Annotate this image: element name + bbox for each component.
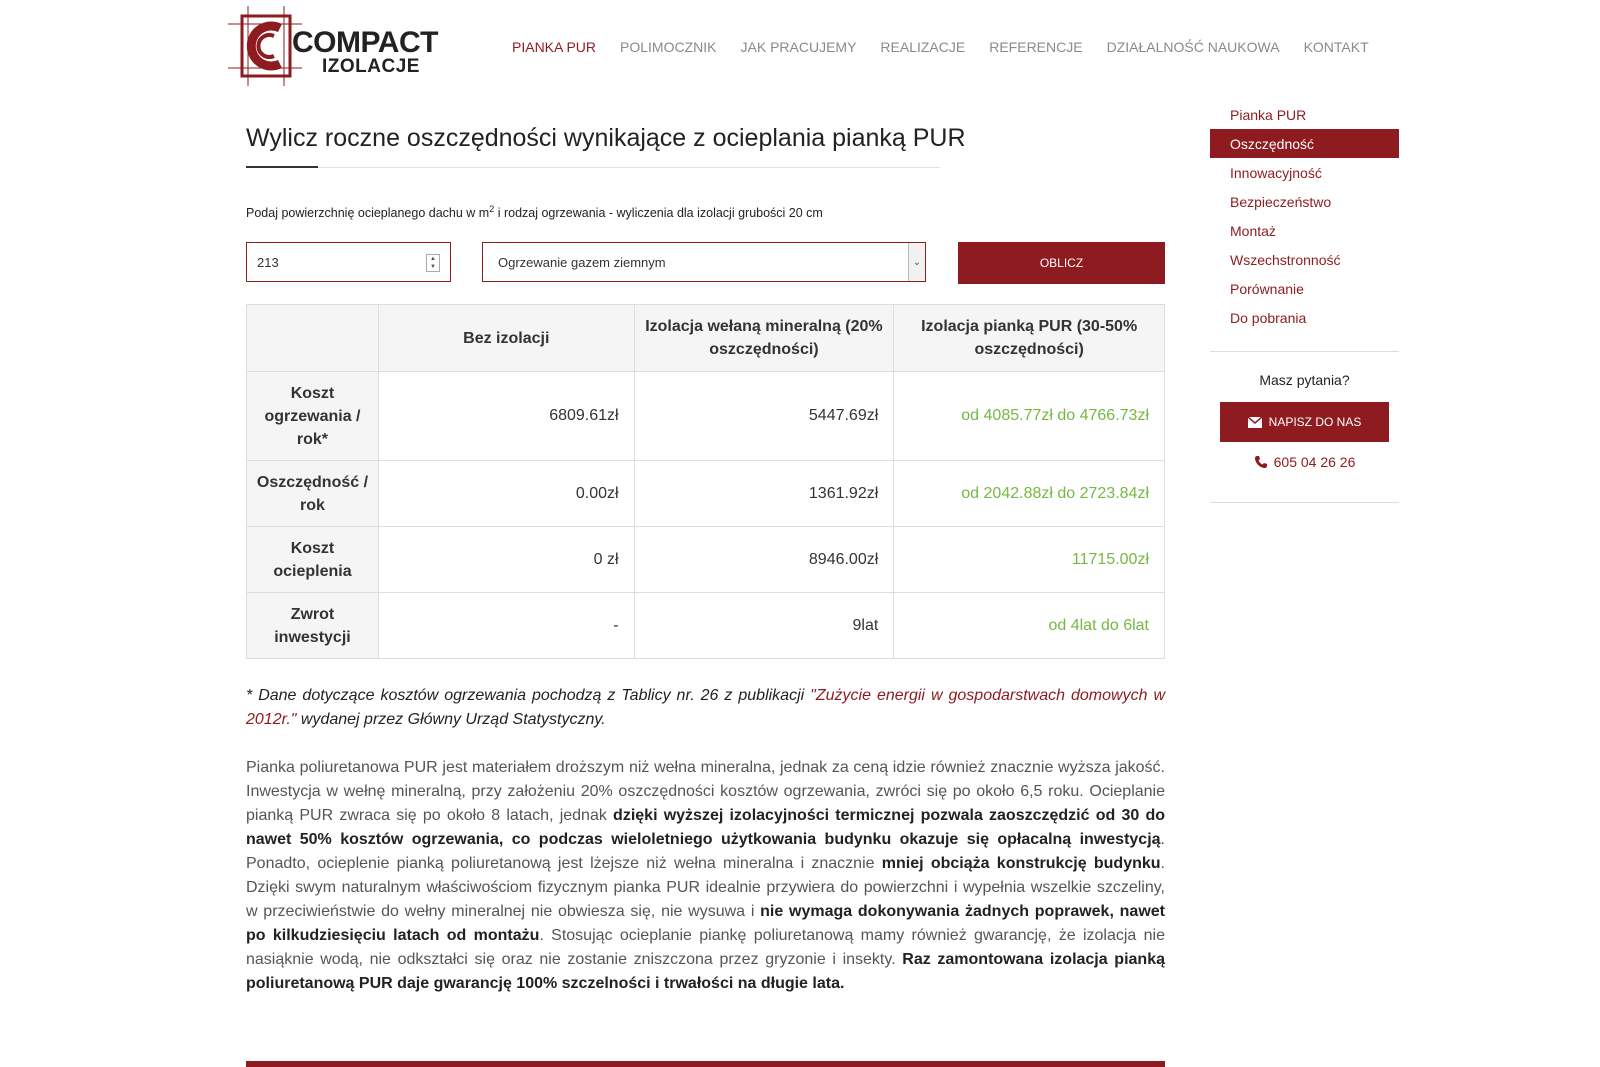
logo-text-compact: COMPACT bbox=[292, 26, 438, 59]
envelope-icon bbox=[1248, 417, 1262, 428]
cell-wool: 1361.92zł bbox=[634, 461, 894, 527]
sidebar-item-do-pobrania[interactable]: Do pobrania bbox=[1230, 309, 1307, 326]
body-text-1: Pianka poliuretanowa PUR jest materiałem droższym niż wełna mineralna, jednak za ceną idzie również znacznie wyższa jakość. Inwestycja w wełnę mineralną, przy założeniu 20% oszczędności kosztów ogrzewania, zwróci się po około 6,5 roku. Ocieplanie pianką PUR zwraca się po około 8 latach, jednak bbox=[246, 759, 1165, 824]
nav-kontakt[interactable]: KONTAKT bbox=[1303, 39, 1369, 55]
calculate-button[interactable]: OBLICZ bbox=[958, 242, 1165, 284]
sidebar-menu bbox=[1210, 100, 1399, 332]
form-hint bbox=[246, 204, 823, 220]
table-row bbox=[247, 372, 1165, 461]
cell-none: - bbox=[378, 593, 634, 659]
phone-icon bbox=[1254, 455, 1268, 469]
body-bold-4: Raz zamontowana izolacja pianką poliuretanową PUR daje gwarancję 100% szczelności i trwałości na długie lata. bbox=[246, 951, 1165, 992]
note-text: * Dane dotyczące kosztów ogrzewania pochodzą z Tablicy nr. 26 z publikacji bbox=[246, 687, 811, 704]
logo[interactable] bbox=[228, 6, 448, 88]
phone-number: 605 04 26 26 bbox=[1273, 454, 1356, 470]
sidebar-item-oszczednosc[interactable]: Oszczędność bbox=[1210, 129, 1399, 158]
area-input[interactable] bbox=[246, 242, 451, 282]
nav-polimocznik[interactable]: POLIMOCZNIK bbox=[620, 39, 717, 55]
cell-none: 0 zł bbox=[378, 527, 634, 593]
cell-wool: 8946.00zł bbox=[634, 527, 894, 593]
hint-sup: 2 bbox=[489, 204, 495, 214]
title-divider bbox=[246, 167, 940, 168]
heating-selected-value: Ogrzewanie gazem ziemnym bbox=[498, 254, 666, 270]
table-header-none: Bez izolacji bbox=[378, 305, 634, 372]
chevron-down-icon[interactable]: ⌄ bbox=[908, 243, 925, 281]
logo-text-izolacje: IZOLACJE bbox=[322, 56, 420, 77]
body-text-4: . Stosując ocieplanie piankę poliuretanową mamy również gwarancję, że izolacja nie nasiąknie wodą, nie odkształci się oraz nie zostanie zniszczona przez gryzonie i insekty. bbox=[246, 927, 1166, 968]
cell-wool: 5447.69zł bbox=[634, 372, 894, 461]
row-label: Oszczędność / rok bbox=[247, 461, 379, 527]
hint-text-2: i rodzaj ogrzewania - wyliczenia dla izolacji grubości 20 cm bbox=[494, 206, 823, 221]
cell-pur: od 4085.77zł do 4766.73zł bbox=[894, 372, 1165, 461]
contact-question: Masz pytania? bbox=[1259, 372, 1350, 388]
area-value: 213 bbox=[257, 254, 279, 270]
row-label: Koszt ogrzewania / rok* bbox=[247, 372, 379, 461]
sidebar-divider bbox=[1210, 351, 1399, 352]
table-header-row bbox=[247, 305, 1165, 372]
table-header-empty bbox=[247, 305, 379, 372]
bottom-banner bbox=[246, 1061, 1165, 1067]
nav-dzialalnosc-naukowa[interactable]: DZIAŁALNOŚĆ NAUKOWA bbox=[1106, 39, 1280, 55]
number-spinner[interactable]: ▲ ▼ bbox=[426, 254, 440, 272]
body-bold-1: dzięki wyższej izolacyjności termicznej pozwala zaoszczędzić od 30 do nawet 50% kosztów ogrzewania, co podczas wieloletniego użytkowania budynku okazuje się opłacalną inwestycją bbox=[246, 807, 1165, 848]
write-to-us-button[interactable] bbox=[1220, 402, 1389, 442]
table-header-wool: Izolacja wełaną mineralną (20% oszczędności) bbox=[634, 305, 894, 372]
row-label: Koszt ocieplenia bbox=[247, 527, 379, 593]
sidebar-divider-2 bbox=[1210, 502, 1399, 503]
phone-contact[interactable] bbox=[1210, 454, 1399, 470]
row-label: Zwrot inwestycji bbox=[247, 593, 379, 659]
main-nav bbox=[512, 39, 1393, 55]
sidebar-item-wszechstronnosc[interactable]: Wszechstronność bbox=[1230, 251, 1341, 268]
cell-pur: 11715.00zł bbox=[894, 527, 1165, 593]
data-source-note bbox=[246, 684, 1165, 732]
nav-realizacje[interactable]: REALIZACJE bbox=[880, 39, 966, 55]
note-text-2: wydanej przez Główny Urząd Statystyczny. bbox=[296, 711, 606, 728]
cell-wool: 9lat bbox=[634, 593, 894, 659]
table-header-pur: Izolacja pianką PUR (30-50% oszczędności) bbox=[894, 305, 1165, 372]
sidebar-item-montaz[interactable]: Montaż bbox=[1230, 222, 1276, 239]
table-row bbox=[247, 527, 1165, 593]
sidebar-item-pianka-pur[interactable]: Pianka PUR bbox=[1230, 106, 1307, 123]
heating-select[interactable] bbox=[482, 242, 926, 282]
sidebar-item-porownanie[interactable]: Porównanie bbox=[1230, 280, 1304, 297]
cell-none: 6809.61zł bbox=[378, 372, 634, 461]
body-bold-3: nie wymaga dokonywania żadnych poprawek, nawet po kilkudziesięciu latach od montażu bbox=[246, 903, 1165, 944]
page-title: Wylicz roczne oszczędności wynikające z ocieplania pianką PUR bbox=[246, 124, 966, 152]
note-source-link[interactable]: "Zużycie energii w gospodarstwach domowych w 2012r." bbox=[246, 687, 1165, 728]
cell-pur: od 2042.88zł do 2723.84zł bbox=[894, 461, 1165, 527]
cell-pur: od 4lat do 6lat bbox=[894, 593, 1165, 659]
sidebar-item-innowacyjnosc[interactable]: Innowacyjność bbox=[1230, 164, 1322, 181]
hint-text: Podaj powierzchnię ocieplanego dachu w m bbox=[246, 206, 490, 221]
table-row bbox=[247, 461, 1165, 527]
nav-jak-pracujemy[interactable]: JAK PRACUJEMY bbox=[740, 39, 857, 55]
nav-pianka-pur[interactable]: PIANKA PUR bbox=[512, 39, 597, 55]
title-accent bbox=[246, 166, 318, 168]
body-text-3: . Dzięki swym naturalnym właściwościom fizycznym pianka PUR idealnie przywiera do powierzchni i wypełnia wszelkie szczeliny, w przeciwieństwie do wełny mineralnej nie obwiesza się, nie wysuwa i bbox=[246, 855, 1165, 920]
results-table bbox=[246, 304, 1165, 659]
sidebar-item-bezpieczenstwo[interactable]: Bezpieczeństwo bbox=[1230, 193, 1332, 210]
cell-none: 0.00zł bbox=[378, 461, 634, 527]
nav-referencje[interactable]: REFERENCJE bbox=[989, 39, 1083, 55]
table-row bbox=[247, 593, 1165, 659]
description-paragraph bbox=[246, 756, 1165, 996]
body-bold-2: mniej obciąża konstrukcję budynku bbox=[881, 855, 1161, 872]
body-text-2: . Ponadto, ocieplenie pianką poliuretanową jest lżejsze niż wełna mineralna i znacznie bbox=[246, 831, 1165, 872]
write-to-us-label: NAPISZ DO NAS bbox=[1268, 415, 1362, 429]
